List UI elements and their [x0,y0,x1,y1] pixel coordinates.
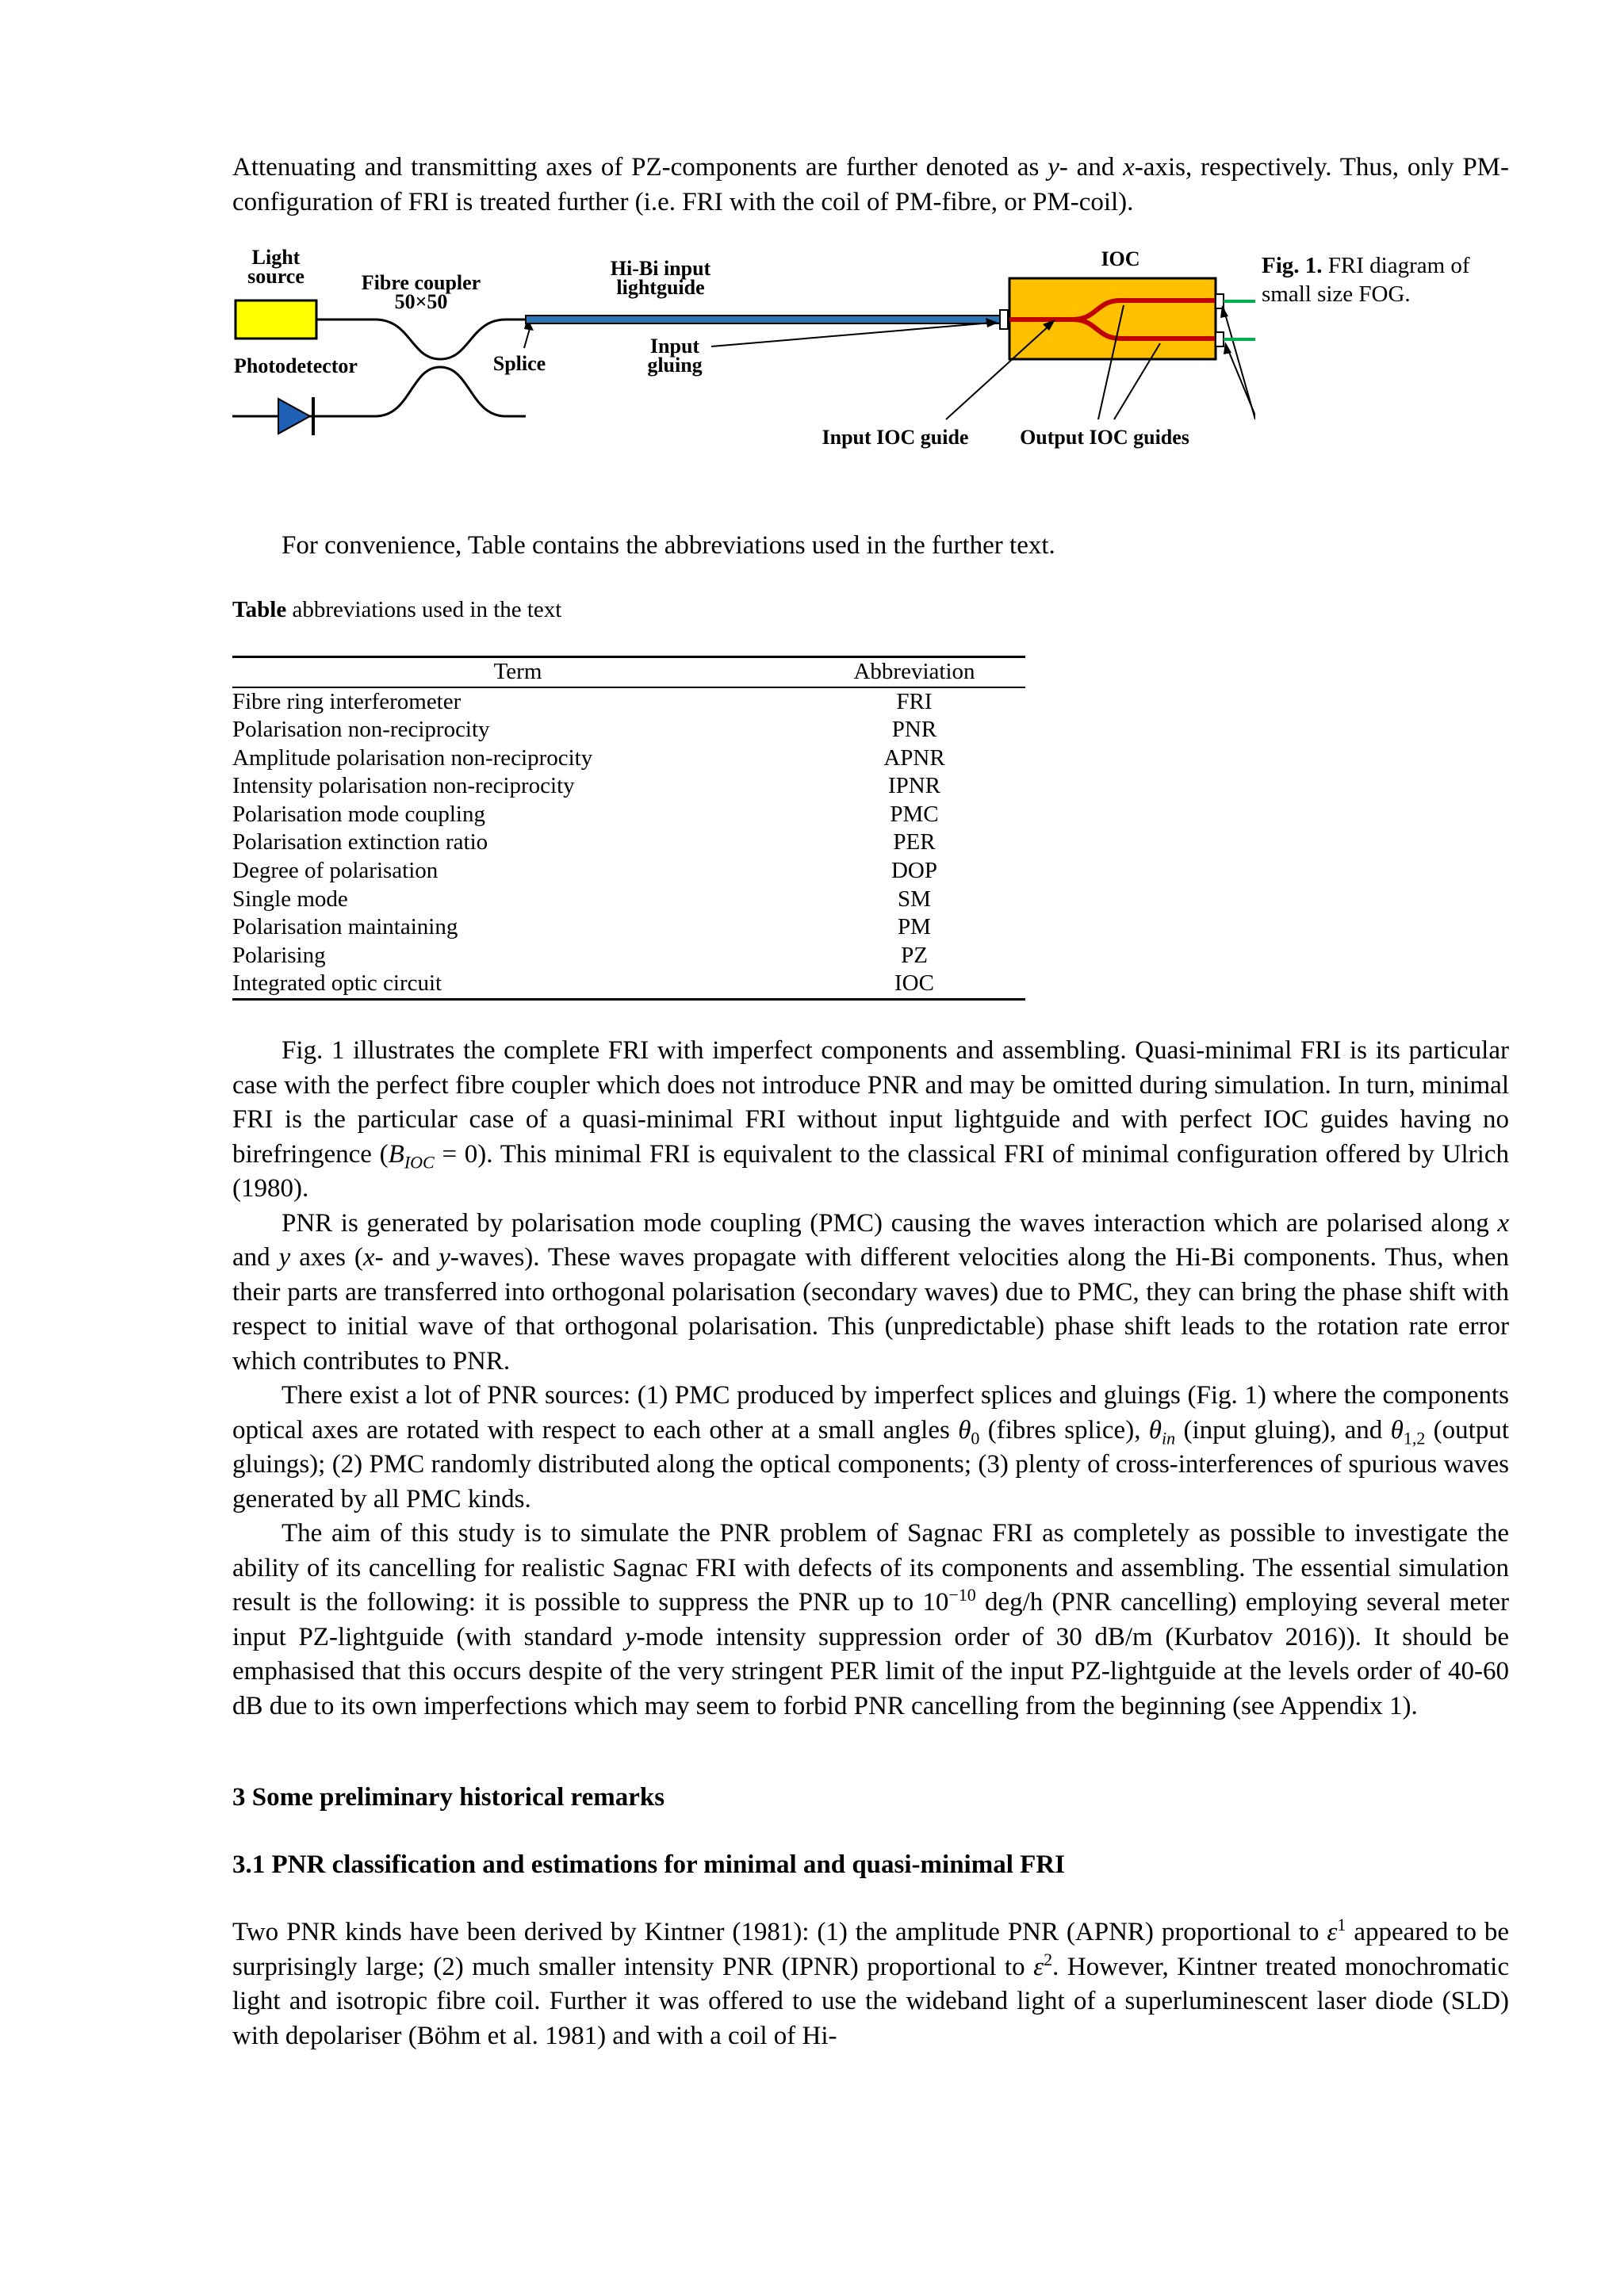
output-gluing-2 [1216,332,1224,346]
abbreviation-cell: PZ [901,942,928,968]
intro-paragraph: Attenuating and transmitting axes of PZ-components are further denoted as y- and x-axis, respectively. Thus, only PM-configuration of FRI is treated further (i.e. FRI with the coil of PM-fibre, or PM-coil). [232,153,1510,216]
term-cell: Fibre ring interferometer [232,688,462,714]
label-light-source-2: source [247,265,304,288]
table-row [232,942,1025,970]
abbreviation-cell: DOP [891,858,937,884]
label-photodetector: Photodetector [234,354,358,377]
term-cell: Polarisation extinction ratio [232,829,488,855]
light-source-box [236,300,316,339]
table-caption-label: Table [232,596,287,622]
abbreviation-cell: PM [898,914,931,940]
page [232,151,1509,2053]
input-gluing [1000,310,1008,329]
label-input-ioc-guide: Input IOC guide [822,426,969,449]
body-paragraph-fig1: Fig. 1 illustrates the complete FRI with imperfect components and assembling. Quasi-minimal FRI is its particular case with the perfect fibre coupler which does not introduce PNR and may be omitted during simulation. In turn, minimal FRI is the particular case of a quasi-minimal FRI without input lightguide and with perfect IOC guides having no birefringence $(B_{IOC} = 0)$. This minimal FRI is equivalent to the classical FRI of minimal configuration offered by Ulrich (1980). [232,1036,1509,1203]
abbreviation-cell: PMC [890,801,939,827]
term-cell: Intensity polarisation non-reciprocity [232,773,575,799]
table-row [232,801,1025,829]
body-paragraph-aim: The aim of this study is to simulate the PNR problem of Sagnac FRI as completely as possible to investigate the ability of its cancelling for realistic Sagnac FRI with defects of its components and assembling. The essential simulation result is the following: it is possible to suppress the PNR up to $10^{-10}$ deg/h (PNR cancelling) employing several meter input PZ-lightguide (with standard y-mode intensity suppression order of 30 dB/m (Kurbatov 2016)). It should be emphasised that this occurs despite of the very stringent PER limit of the input PZ-lightguide at the levels order of 40-60 dB due to its own imperfections which may seem to forbid PNR cancelling from the beginning (see Appendix 1). [232,1519,1510,1720]
abbreviation-cell: IOC [803,970,1025,999]
table-row [232,744,1025,773]
figure-caption-text: FRI diagram of small size FOG. [1262,253,1470,307]
label-output-ioc-guides: Output IOC guides [1020,426,1189,449]
term-cell: Integrated optic circuit [232,970,803,999]
table-row [232,913,1025,942]
term-cell: Degree of polarisation [232,858,439,884]
label-input-gluing-2: gluing [647,354,703,377]
term-cell: Polarising [232,942,326,968]
label-hibi-2: lightguide [616,276,705,299]
term-cell: Polarisation mode coupling [232,801,485,827]
hibi-input-lightguide [526,316,1000,323]
table-row [232,828,1025,857]
abbreviation-cell: APNR [883,744,945,771]
table-row [232,970,1025,999]
body-paragraph-pmc: PNR is generated by polarisation mode coupling (PMC) causing the waves interaction which are polarised along x and y axes (x- and y-waves). These waves propagate with different velocities along the Hi-Bi components. Thus, when their parts are transferred into orthogonal polarisation (secondary waves) due to PMC, they can bring the phase shift with respect to initial wave of that orthogonal polarisation. This (unpredictable) phase shift leads to the rotation rate error which contributes to PNR. [232,1208,1509,1376]
table-note: For convenience, Table contains the abbreviations used in the further text. [282,531,1055,560]
table-caption-text: abbreviations used in the text [286,596,562,622]
abbreviation-cell: SM [898,886,931,912]
fri-diagram [232,243,1255,481]
figure-caption-label: Fig. 1. [1262,253,1323,278]
photodetector-diode [278,399,310,434]
table-row [232,687,1025,717]
abbreviation-cell: PER [893,829,936,855]
table-header-abbreviation: Abbreviation [803,656,1025,687]
table-row [232,772,1025,801]
label-hibi-1: Hi-Bi input [610,257,711,280]
table-header-term: Term [232,656,803,687]
table-header-row [232,656,1025,687]
label-fibre-coupler-2: 50×50 [394,290,448,313]
label-splice: Splice [492,352,546,375]
figure-caption [1262,251,1507,308]
section-3-1-heading: 3.1 PNR classification and estimations for minimal and quasi-minimal FRI [232,1850,1065,1880]
table-row [232,716,1025,744]
label-light-source-1: Light [251,246,301,269]
term-cell: Amplitude polarisation non-reciprocity [232,744,593,771]
label-input-gluing-1: Input [649,335,700,358]
label-fibre-coupler-1: Fibre coupler [361,271,481,294]
figure-1 [232,243,1509,481]
table-row [232,886,1025,914]
abbreviations-table [232,656,1025,1001]
abbreviation-cell: PNR [891,717,937,743]
table-caption [232,595,1509,624]
term-cell: Polarisation maintaining [232,914,458,940]
label-ioc: IOC [1101,247,1140,270]
abbreviation-cell: FRI [896,688,933,714]
body-paragraph-pnr-sources: There exist a lot of PNR sources: (1) PMC produced by imperfect splices and gluings (Fig. 1) where the components optical axes are rotated with respect to each other at a small angles $\theta_0$ (fibres splice), $\theta_{in}$ (input gluing), and $\theta_{1,2}$ (output gluings); (2) PMC randomly distributed along the optical components; (3) plenty of cross-interferences of spurious waves generated by all PMC kinds. [232,1381,1509,1513]
section-3-heading: 3 Some preliminary historical remarks [232,1783,665,1812]
term-cell: Single mode [232,886,348,912]
body-paragraph-kintner: Two PNR kinds have been derived by Kintner (1981): (1) the amplitude PNR (APNR) proportional to $\varepsilon^1$ appeared to be surprisingly large; (2) much smaller intensity PNR (IPNR) proportional to $\varepsilon^2$. However, Kintner treated monochromatic light and isotropic fibre coil. Further it was offered to use the wideband light of a superluminescent laser diode (SLD) with depolariser (Böhm et al. 1981) and with a coil of Hi- [232,1915,1509,2050]
table-row [232,857,1025,886]
abbreviation-cell: IPNR [887,773,941,799]
term-cell: Polarisation non-reciprocity [232,717,490,743]
